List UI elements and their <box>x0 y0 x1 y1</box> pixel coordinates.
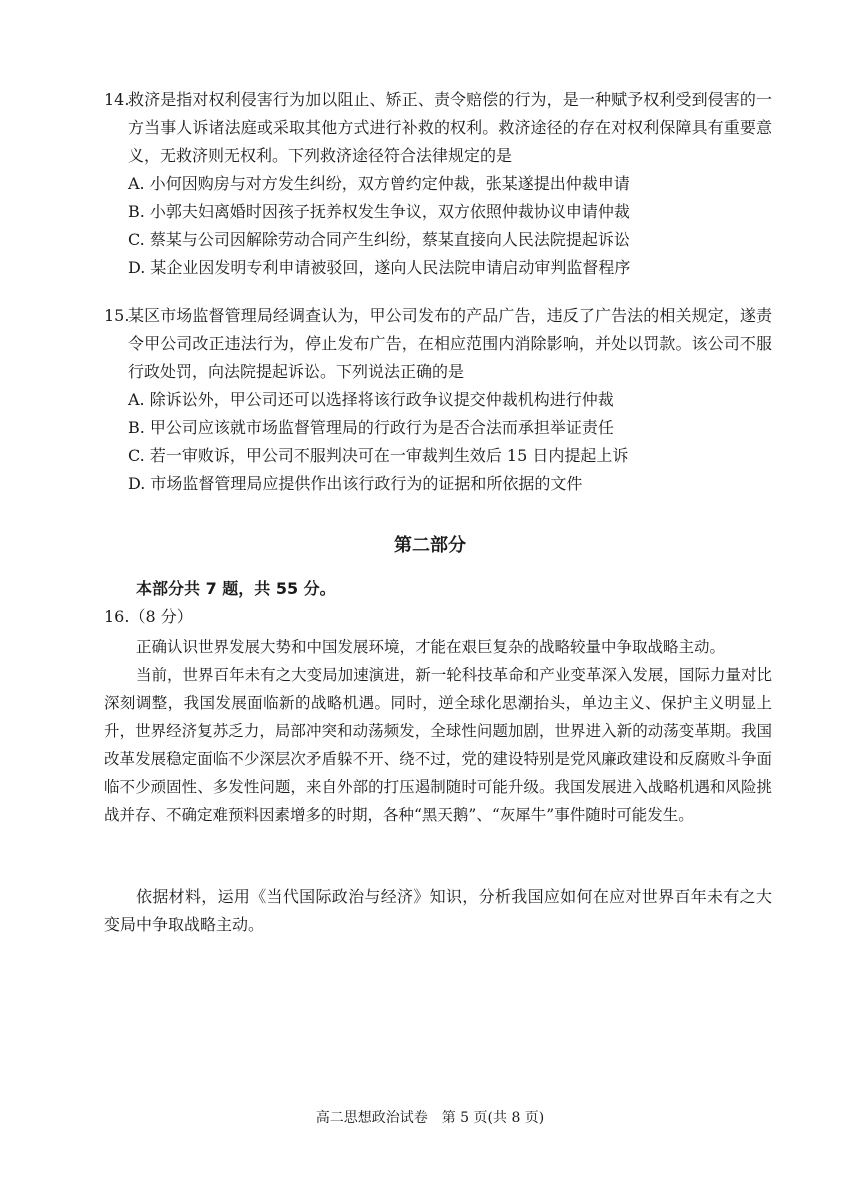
question-number: 15. <box>104 306 130 325</box>
option-b: B. 甲公司应该就市场监督管理局的行政行为是否合法而承担举证责任 <box>128 418 614 437</box>
question-16-task: 依据材料，运用《当代国际政治与经济》知识，分析我国应如何在应对世界百年未有之大变局中争取战略主动。 <box>104 887 772 934</box>
option-a: A. 小何因购房与对方发生纠纷，双方曾约定仲裁，张某遂提出仲裁申请 <box>128 174 630 193</box>
question-number: 14. <box>104 90 130 109</box>
question-stem: 救济是指对权利侵害行为加以阻止、矫正、责令赔偿的行为，是一种赋予权利受到侵害的一方当事人诉诸法庭或采取其他方式进行补救的权利。救济途径的存在对权利保障具有重要意义，无救济则无权利。下列救济途径符合法律规定的是 <box>128 90 772 165</box>
option-d: D. 某企业因发明专利申请被驳回，遂向人民法院申请启动审判监督程序 <box>128 258 631 277</box>
option-c: C. 蔡某与公司因解除劳动合同产生纠纷，蔡某直接向人民法院提起诉讼 <box>128 230 630 249</box>
question-15 <box>104 302 772 498</box>
option-a: A. 除诉讼外，甲公司还可以选择将该行政争议提交仲裁机构进行仲裁 <box>128 390 614 409</box>
option-c: C. 若一审败诉，甲公司不服判决可在一审裁判生效后 15 日内提起上诉 <box>128 446 629 465</box>
question-stem: 某区市场监督管理局经调查认为，甲公司发布的产品广告，违反了广告法的相关规定，遂责令甲公司改正违法行为，停止发布广告，在相应范围内消除影响，并处以罚款。该公司不服行政处罚，向法院提起诉讼。下列说法正确的是 <box>128 306 772 381</box>
section-title: 第二部分 <box>394 535 466 556</box>
material-paragraph: 当前，世界百年未有之大变局加速演进，新一轮科技革命和产业变革深入发展，国际力量对比深刻调整，我国发展面临新的战略机遇。同时，逆全球化思潮抬头，单边主义、保护主义明显上升，世界经济复苏乏力，局部冲突和动荡频发，全球性问题加剧，世界进入新的动荡变革期。我国改革发展稳定面临不少深层次矛盾躲不开、绕不过，党的建设特别是党风廉政建设和反腐败斗争面临不少顽固性、多发性问题，来自外部的打压遏制随时可能升级。我国发展进入战略机遇和风险挑战并存、不确定难预料因素增多的时期，各种“黑天鹅”、“灰犀牛”事件随时可能发生。 <box>104 666 772 824</box>
question-16-material <box>104 633 772 829</box>
option-b: B. 小郭夫妇离婚时因孩子抚养权发生争议，双方依照仲裁协议申请仲裁 <box>128 202 630 221</box>
material-paragraph: 正确认识世界发展大势和中国发展环境，才能在艰巨复杂的战略较量中争取战略主动。 <box>136 638 726 656</box>
page-footer: 高二思想政治试卷 第 5 页(共 8 页) <box>315 1110 545 1126</box>
question-16-heading: 16.（8 分） <box>104 607 193 626</box>
section-intro: 本部分共 7 题，共 55 分。 <box>136 579 336 598</box>
question-14 <box>104 86 772 282</box>
option-d: D. 市场监督管理局应提供作出该行政行为的证据和所依据的文件 <box>128 474 583 493</box>
